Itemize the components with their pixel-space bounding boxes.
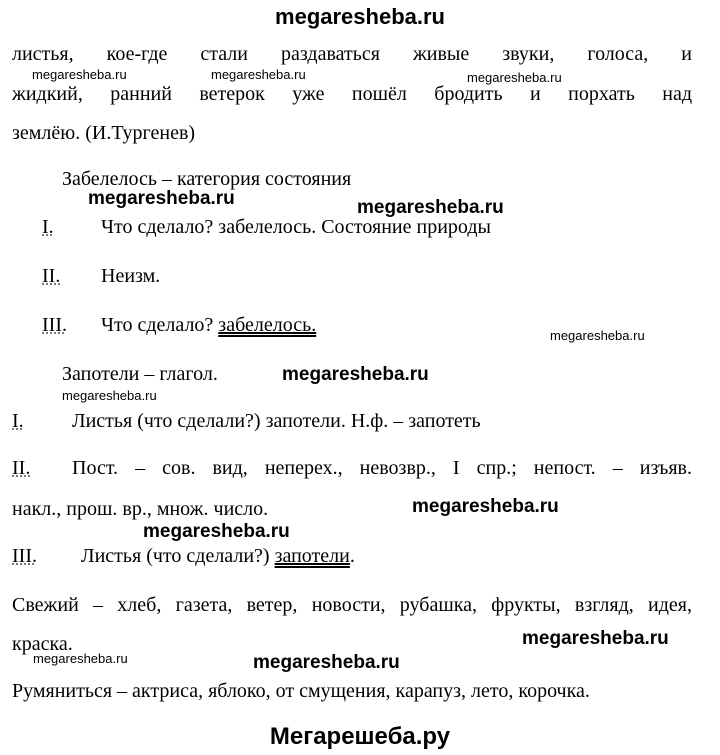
word1-heading: Забелелось – категория состояния [62,168,352,190]
watermark: megaresheba.ru [62,388,157,403]
rumyanitsya-line: Румяниться – актриса, яблоко, от смущения, карапуз, лето, корочка. [12,680,590,702]
watermark: megaresheba.ru [282,364,429,385]
word1-item2-num: II. [42,265,61,287]
word2-item3-text [81,544,355,568]
intro-line-2: жидкий, ранний ветерок уже пошёл бродить и порхать над [12,83,692,105]
word2-item3-prefix: Листья (что сделали?) [81,545,275,567]
word2-heading: Запотели – глагол. [62,363,218,385]
intro-line-3: землёю. (И.Тургенев) [12,122,196,144]
svezhiy-line-1: Свежий – хлеб, газета, ветер, новости, рубашка, фрукты, взгляд, идея, [12,594,692,616]
watermark: megaresheba.ru [522,628,669,649]
watermark: megaresheba.ru [143,521,290,542]
word1-item1-text: Что сделало? забелелось. Состояние природы [101,216,491,238]
word2-item3-suffix: . [349,545,355,567]
watermark: megaresheba.ru [550,328,645,343]
watermark: megaresheba.ru [211,67,306,82]
page-header-site: megaresheba.ru [275,4,445,29]
word2-item1-num: I. [12,410,24,432]
word2-item2-num: II. [12,457,31,479]
watermark: megaresheba.ru [88,188,235,209]
watermark: megaresheba.ru [33,651,128,666]
page-footer-site: Мегарешеба.ру [269,723,451,750]
word2-item3-word: запотели [274,545,350,567]
svezhiy-line-2: краска. [12,633,73,655]
word2-item2-text: Пост. – сов. вид, неперех., невозвр., I спр.; непост. – изъяв. [72,457,692,479]
word2-item2-continuation: накл., прош. вр., множ. число. [12,498,269,520]
word1-item2-text: Неизм. [101,265,161,287]
word1-item3-text [101,313,316,337]
word1-item3-prefix: Что сделало? [101,314,219,336]
word1-item3-word: забелелось. [218,314,317,336]
intro-line-1: листья, кое-где стали раздаваться живые звуки, голоса, и [12,43,692,65]
word2-item1-text: Листья (что сделали?) запотели. Н.ф. – запотеть [72,410,481,432]
watermark: megaresheba.ru [32,67,127,82]
word1-item3-num: III. [42,314,67,336]
watermark: megaresheba.ru [253,652,400,673]
word2-item3-num: III. [12,545,37,567]
watermark: megaresheba.ru [357,197,504,218]
word1-item1-num: I. [42,216,54,238]
watermark: megaresheba.ru [412,496,559,517]
watermark: megaresheba.ru [467,70,562,85]
